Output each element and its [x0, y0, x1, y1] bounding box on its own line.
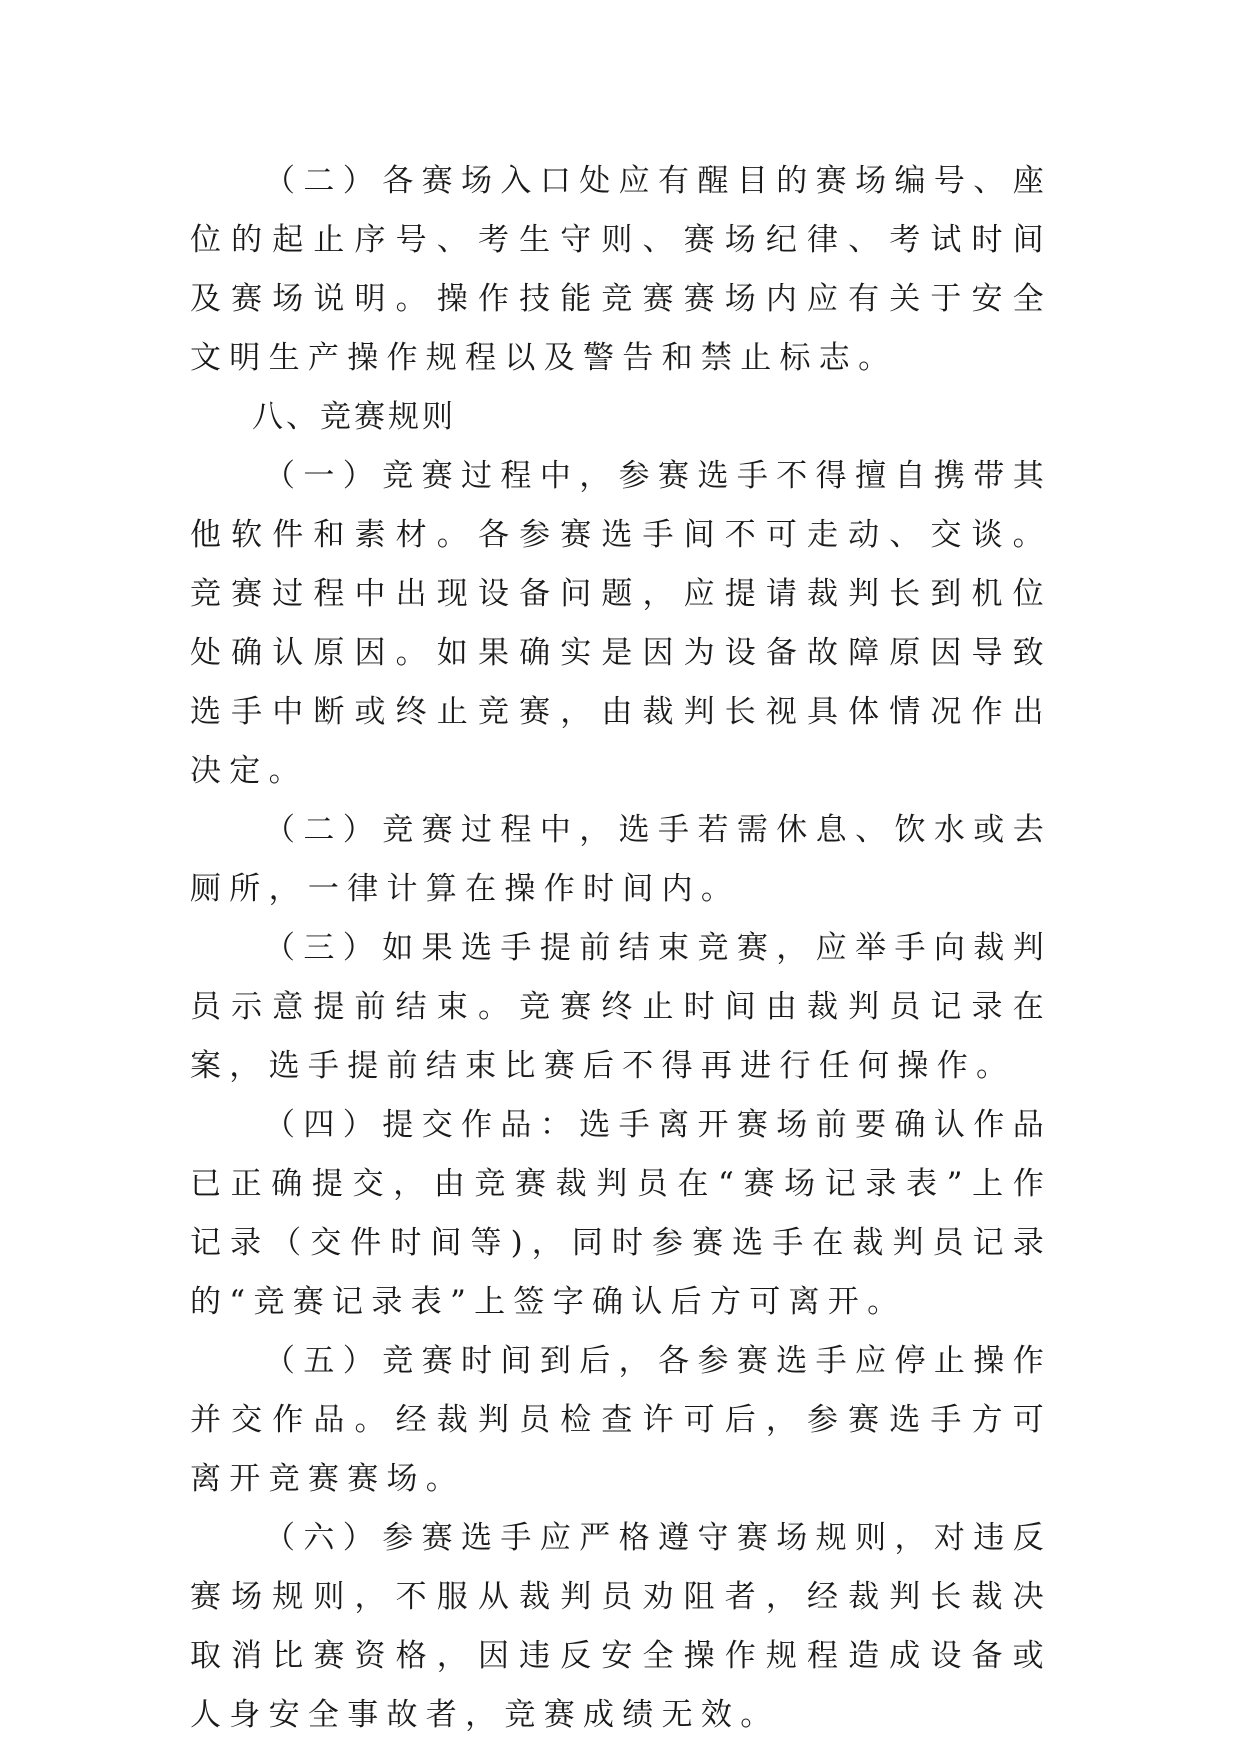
paragraph-rule-2: （二）竞赛过程中，选手若需休息、饮水或去厕所，一律计算在操作时间内。: [190, 812, 1052, 907]
paragraph-rule-6: （六）参赛选手应严格遵守赛场规则，对违反赛场规则，不服从裁判员劝阻者，经裁判长裁决取消比赛资格，因违反安全操作规程造成设备或人身安全事故者，竞赛成绩无效。: [190, 1520, 1052, 1733]
paragraph-rule-1: （一）竞赛过程中，参赛选手不得擅自携带其他软件和素材。各参赛选手间不可走动、交谈。竞赛过程中出现设备问题，应提请裁判长到机位处确认原因。如果确实是因为设备故障原因导致选手中断或终止竞赛，由裁判长视具体情况作出决定。: [190, 458, 1052, 789]
paragraph-rule-5: （五）竞赛时间到后，各参赛选手应停止操作并交作品。经裁判员检查许可后，参赛选手方可离开竞赛赛场。: [190, 1343, 1052, 1497]
paragraph-rule-4: （四）提交作品：选手离开赛场前要确认作品已正确提交，由竞赛裁判员在“赛场记录表”上作记录（交件时间等)，同时参赛选手在裁判员记录的“竞赛记录表”上签字确认后方可离开。: [190, 1107, 1052, 1320]
section-heading-competition-rules: 八、竞赛规则: [252, 399, 456, 435]
paragraph-venue-signage: （二）各赛场入口处应有醒目的赛场编号、座位的起止序号、考生守则、赛场纪律、考试时间及赛场说明。操作技能竞赛赛场内应有关于安全文明生产操作规程以及警告和禁止标志。: [190, 163, 1052, 376]
document-body: [190, 152, 1052, 1745]
paragraph-rule-3: （三）如果选手提前结束竞赛，应举手向裁判员示意提前结束。竞赛终止时间由裁判员记录在案，选手提前结束比赛后不得再进行任何操作。: [190, 930, 1052, 1084]
